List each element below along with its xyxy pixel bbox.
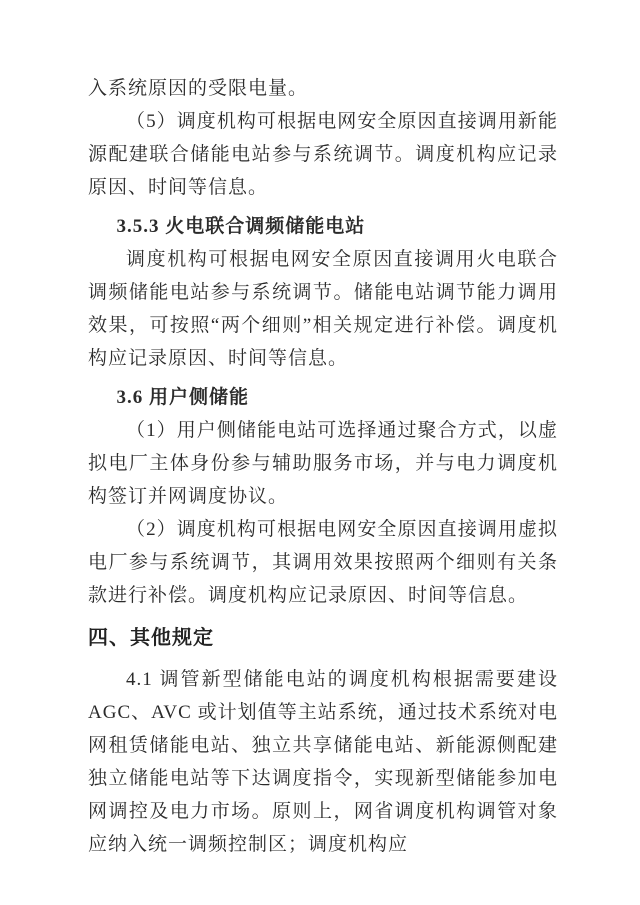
heading-3-5-3: 3.5.3 火电联合调频储能电站 <box>116 216 366 237</box>
heading-section-4: 四、其他规定 <box>88 627 214 649</box>
paragraph-3-5-3-body: 调度机构可根据电网安全原因直接调用火电联合调频储能电站参与系统调节。储能电站调节能力调用效果，可按照“两个细则”相关规定进行补偿。调度机构应记录原因、时间等信息。 <box>88 249 558 369</box>
paragraph-item-2: （2）调度机构可根据电网安全原因直接调用虚拟电厂参与系统调节，其调用效果按照两个细则有关条款进行补偿。调度机构应记录原因、时间等信息。 <box>88 519 558 606</box>
paragraph-item-1: （1）用户侧储能电站可选择通过聚合方式，以虚拟电厂主体身份参与辅助服务市场，并与电力调度机构签订并网调度协议。 <box>88 420 558 507</box>
paragraph-item-5: （5）调度机构可根据电网安全原因直接调用新能源配建联合储能电站参与系统调节。调度机构应记录原因、时间等信息。 <box>88 111 558 198</box>
heading-3-6: 3.6 用户侧储能 <box>116 387 250 408</box>
paragraph-continuation: 入系统原因的受限电量。 <box>88 78 309 99</box>
paragraph-4-1: 4.1 调管新型储能电站的调度机构根据需要建设 AGC、AVC 或计划值等主站系统，通过技术系统对电网租赁储能电站、独立共享储能电站、新能源侧配建独立储能电站等下达调度指令，实现新型储能参加电网调控及电力市场。原则上，网省调度机构调管对象应纳入统一调频控制区；调度机构应 <box>88 669 558 855</box>
